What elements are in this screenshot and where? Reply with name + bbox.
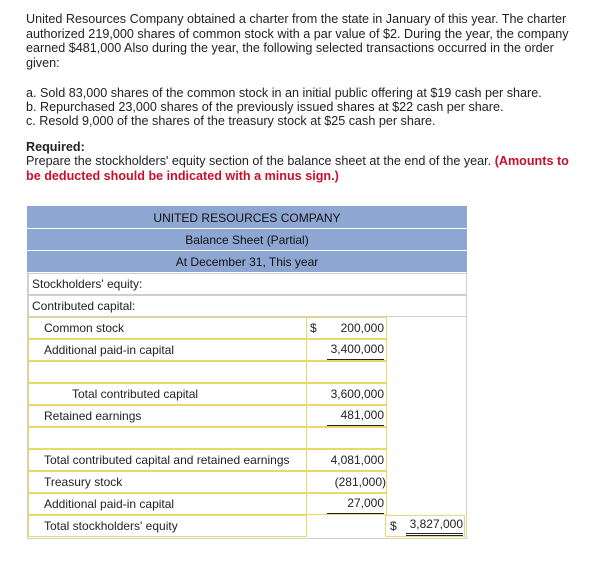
required-note: (Amounts to be deducted should be indicated with a minus sign.) (26, 154, 569, 183)
required-heading: Required: (26, 140, 85, 154)
statement-title: Balance Sheet (Partial) (185, 233, 309, 247)
table-row-retained-earnings: Retained earnings 481,000 (27, 405, 467, 427)
table-row-treasury-stock: Treasury stock (281,000) (27, 471, 467, 493)
required-instructions (26, 154, 586, 183)
statement-date: At December 31, This year (175, 255, 319, 269)
table-row-total-cc-re: Total contributed capital and retained earnings 4,081,000 (27, 449, 467, 471)
empty-label-field-1[interactable] (28, 361, 307, 383)
table-row-apic: Additional paid-in capital 3,400,000 (27, 339, 467, 361)
transaction-a: a. Sold 83,000 shares of the common stock in an initial public offering at $19 cash per share. (26, 86, 542, 100)
table-row-common-stock: Common stock $ 200,000 (27, 317, 467, 339)
table-row-apic-treasury: Additional paid-in capital 27,000 (27, 493, 467, 515)
table-row-empty-2 (27, 427, 467, 449)
table-row-total-stockholders-equity: Total stockholders' equity $ 3,827,000 (27, 515, 467, 537)
table-row-empty-1 (27, 361, 467, 383)
section-stockholders-equity: Stockholders' equity: (27, 273, 467, 295)
table-row-total-contributed: Total contributed capital 3,600,000 (27, 383, 467, 405)
section-contributed-capital: Contributed capital: (27, 295, 467, 317)
transaction-b: b. Repurchased 23,000 shares of the previously issued shares at $22 cash per share. (26, 100, 504, 114)
problem-intro: United Resources Company obtained a charter from the state in January of this year. The charter authorized 219,000 shares of common stock with a par value of $2. During the year, the company earned $481,000 Also during the year, the following selected transactions occurred in the order given: (26, 12, 569, 70)
empty-label-field-2[interactable] (28, 427, 307, 449)
table-header (27, 206, 467, 272)
company-name: UNITED RESOURCES COMPANY (153, 211, 341, 225)
empty-amount-field-1[interactable] (306, 361, 387, 383)
empty-amount-field-2[interactable] (306, 427, 387, 449)
transaction-c: c. Resold 9,000 of the shares of the treasury stock at $25 cash per share. (26, 114, 436, 128)
required-text: Prepare the stockholders' equity section of the balance sheet at the end of the year. (26, 154, 492, 168)
balance-sheet-table (27, 206, 467, 539)
